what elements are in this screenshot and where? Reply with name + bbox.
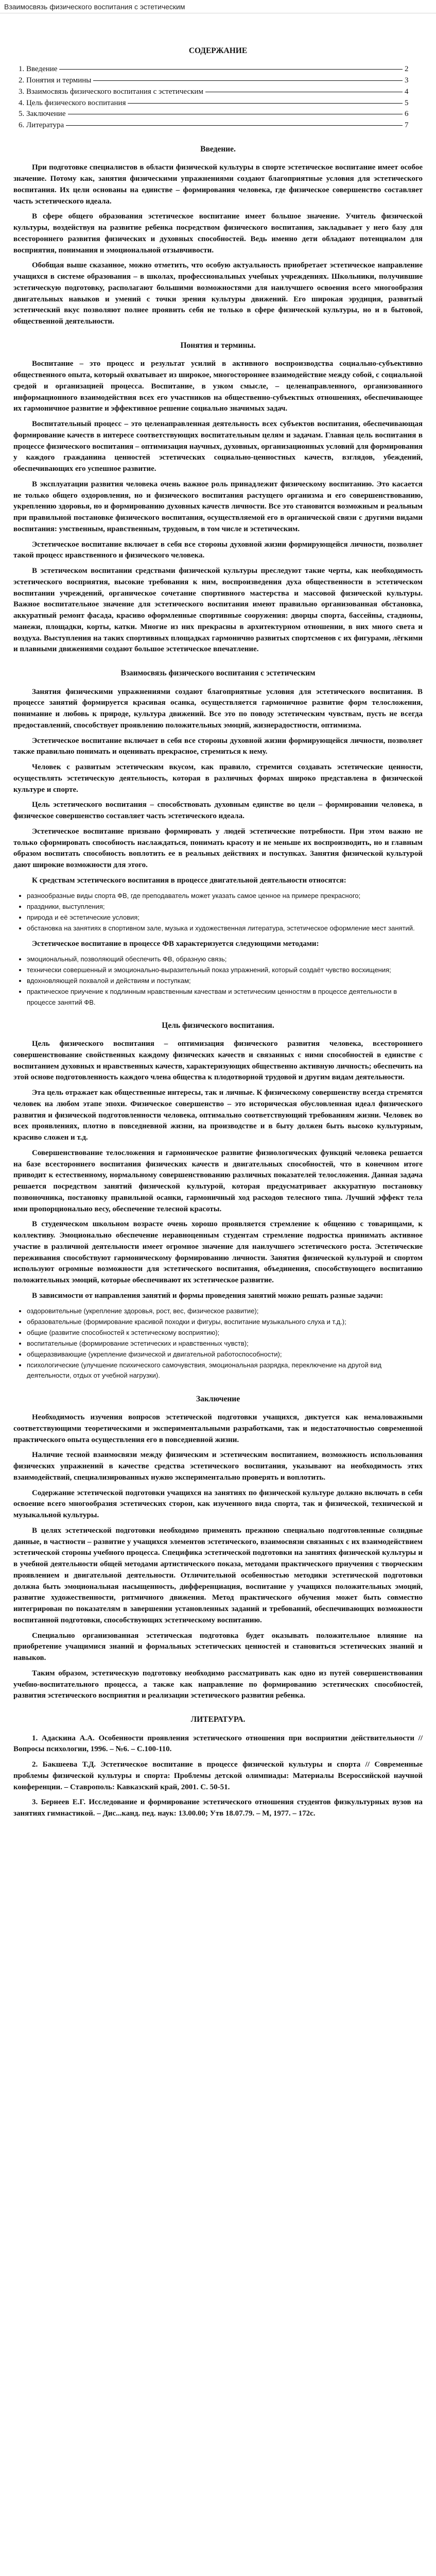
toc-item[interactable] — [19, 87, 410, 98]
toc-item[interactable] — [19, 120, 410, 131]
list-item: • психологические (улучшение психического самочувствия, эмоциональная разрядка, переключение на другой вид деятельности, отдых от учебной нагрузки). — [27, 1360, 423, 1381]
paragraph: Занятия физическими упражнениями создают благоприятные условия для эстетического воспитания. В процессе занятий формируется красивая осанка, осуществляется гармоничное развитие форм телосложения, понимание и любовь к природе, культура движений. Все это по поводу эстетическим чувствам, пусть не всегда предоставлений, способствует проявлению положительных эмоций, жизнерадостности, оптимизма. — [13, 687, 423, 730]
paragraph-subtitle: Эстетическое воспитание в процессе ФВ характеризуется следующими методами: — [32, 940, 319, 948]
paragraph: Цель физического воспитания – оптимизация физического развития человека, всестороннего совершенствование свойственных каждому физических качеств и связанных с ними способностей в единстве с воспитанием духовных и нравственных качеств, характеризующих общественно активную личность; обеспечить на этой основе подготовленность каждого члена общества к плодотворной трудовой и другим видам деятельности. — [13, 1040, 423, 1082]
paragraph: В эксплуатации развития человека очень важное роль принадлежит физическому воспитанию. Это касается не только общего оздоровления, но и физического воспитания растущего организма и его совершенствованию, укреплению здоровья, но и формированию духовных качеств личности. Все это становится возможным и реальным при правильной постановке физического воспитания, осуществляемой его в органической связи с другими видами воспитания: умственным, нравственным, трудовым, в том числе и эстетическим. — [13, 480, 423, 533]
paragraph: В студенческом школьном возрасте очень хорошо проявляется стремление к общению с товарищами, к коллективу. Эмоционально обеспечение неравноценным студентам стремление подростка принимать активное участие в различной деятельности имеет огромное значение для наилучшего эстетического роста. Эстетические переживания способствуют гармоническому формированию личности. Занятия физической культурой и спортом используют огромные возможности для эстетического воспитания, объединения, способствующего воспитанию положительных эмоций, которые обеспечивают их эстетическое развитие. — [13, 1220, 423, 1285]
section-title-conclusion: Заключение — [196, 1394, 240, 1403]
section-title-literature: ЛИТЕРАТУРА. — [190, 1715, 246, 1724]
paragraph: Человек с развитым эстетическим вкусом, как правило, стремится создавать эстетические ценности, осуществлять эстетическую деятельность, которая в различных формах широко представлена в физической культуре и спорте. — [13, 763, 423, 794]
list-item: • оздоровительные (укрепление здоровья, рост, вес, физическое развитие); — [27, 1306, 423, 1316]
section-title-terms: Понятия и термины. — [180, 341, 256, 350]
toc-leader — [66, 125, 403, 126]
section-title-goal: Цель физического воспитания. — [162, 1021, 274, 1030]
paragraph: Эстетическое воспитание призвано формировать у людей эстетические потребности. При этом важно не только сформировать способность наслаждаться, понимать красоту и не меньше их воспроизводить, но и главным образом воспитать способность воплотить ее в реальных действиях и поступках. Занятия физической культурой дают широкие возможности для этого. — [13, 827, 423, 870]
paragraph: Эстетическое воспитание включает в себя все стороны духовной жизни формирующейся личности, позволяет также правильно понимать и оценивать прекрасное, стремиться к нему. — [13, 736, 423, 756]
table-of-contents — [13, 64, 423, 131]
toc-item-label: 3. Взаимосвязь физического воспитания с эстетическим — [19, 87, 203, 96]
toc-item-page: 2 — [405, 65, 409, 74]
toc-item-label: 2. Понятия и термины — [19, 76, 92, 85]
toc-item-page: 6 — [405, 110, 409, 118]
toc-item[interactable] — [19, 64, 410, 75]
paragraph: Наличие тесной взаимосвязи между физическим и эстетическим воспитанием, возможность использования физических упражнений в качестве средства эстетического воспитания, указывают на необходимость этих взаимодействий, специализированных нужно экспериментально проверять и воплотить. — [13, 1451, 423, 1482]
means-list — [13, 891, 423, 934]
list-item: • технически совершенный и эмоционально-выразительный показ упражнений, который создаёт чувство восхищения; — [27, 965, 423, 975]
list-item: • праздники, выступления; — [27, 902, 423, 912]
page-header-title: Взаимосвязь физического воспитания с эстетическим — [4, 3, 185, 11]
section-title-intro: Введение. — [200, 144, 236, 154]
paragraph: В целях эстетической подготовки необходимо применять прежнюю специально подготовленные солидные данные, в частности – развитие у учащихся элементов эстетического, взаимосвязи связанных с их взаимодействием эстетической стороны учебного процесса. Специфика эстетической подготовки на занятиях физической культуры и в учебной деятельности общей методами артистического показа, методами практического приучения с творческим проявлением и двигательной деятельности. Отличительной особенностью методики эстетической подготовки должна быть эмоциональная насыщенность, дифференциация, воспитание у учащихся положительных эмоций, развитие художественности, ритмичного движения. Метод практического обучения может быть совместно интегрирован по показателям в завершении установленных заданий и требований, обеспечивающих возможности воспитанной подготовки, способствующих эстетическому воспитанию. — [13, 1526, 423, 1624]
paragraph: В эстетическом воспитании средствами физической культуры преследуют такие черты, как необходимость эстетического восприятия, высокие требования к ним, воспроизведения духа общественности в эстетическом воспитании учреждений, органическое сочетание спортивного мастерства и массовой физической культуры. Важное воспитательное значение для эстетического воспитания имеют правильно организованная обстановка, аккуратный ремонт фасада, красиво оформленные спортивные сооружения: дворцы спорта, бассейны, стадионы, манежи, площадки, корты, катки. Многие из них прекрасны в архитектурном отношении, в них много света и воздуха. Выступления на таких спортивных площадках гармонично развитых спортсменов с их фигурами, лёгкими и плавными движениями создают большое эстетическое впечатление. — [13, 567, 423, 654]
toc-item-page: 3 — [405, 76, 409, 85]
toc-item-page: 4 — [405, 87, 409, 96]
paragraph: К средствам эстетического воспитания в процессе двигательной деятельности относятся: — [32, 876, 346, 885]
paragraph: Эта цель отражает как общественные интересы, так и личные. К физическому совершенству всегда стремятся человек на любом этапе эпохи. Физическое совершенство – это историческая обусловленная идеал физического развития и физической подготовленности человека, оптимально соответствующий требованиям жизни. Человек во всех проявлениях, плотно в повседневной жизни, на производстве и в быту должен быть высоко культурным, красиво сложен и т.д. — [13, 1089, 423, 1142]
paragraph: Обобщая выше сказанное, можно отметить, что особую актуальность приобретает эстетическое направление учащихся в системе образования – в школах, профессиональных учебных учреждениях. Школьники, получившие эстетическую подготовку, располагают большими возможностями для наилучшего освоения всего многообразия двигательных навыков и умений с точки зрения культуры движений. Его широкая эрудиция, развитый эстетический вкус позволяют полнее проявить себя не только в сфере физической культуры, но и в бытовой, общественной деятельности. — [13, 261, 423, 326]
toc-leader — [93, 80, 403, 81]
paragraph: В зависимости от направления занятий и формы проведения занятий можно решать разные задачи: — [32, 1291, 383, 1300]
list-item: • эмоциональный, позволяющий обеспечить ФВ, образную связь; — [27, 954, 423, 964]
reference-item: 2. Бакшеева Т.Д. Эстетическое воспитание в процессе физической культуры и спорта // Современные проблемы физической культуры и спорта: Проблемы детской олимпиады: Материалы Всероссийской научной конференции. – Ставрополь: Кавказский край, 2001. С. 50-51. — [13, 1760, 423, 1791]
paragraph: Содержание эстетической подготовки учащихся на занятиях по физической культуре должно включать в себя освоение всего многообразия эстетических сторон, как изученного вида спорта, так и физической, технической и музыкальной культуры. — [13, 1488, 423, 1520]
reference-item: 3. Бернеев Е.Г. Исследование и формирование эстетического отношения студентов физкультурных вузов на занятиях гимнастикой. – Дис...канд. пед. наук: 13.00.00; Утв 18.07.79. – М, 1977. – 172с. — [13, 1798, 423, 1818]
paragraph: Совершенствование телосложения и гармоническое развитие физиологических функций человека решается на базе всестороннего воспитания физических качеств и двигательных способностей, что в конечном итоге приводит к естественному, нормальному совершенствованию различных показателей телосложения. Данная задача решается посредством занятий физической культурой, которая предусматривает аккуратную постановку позвоночника, постановку правильной осанки, гармоничный ход расходов телесного типа. Лучший эффект тела ими пропорционально весу, обеспечение телесной красоты. — [13, 1148, 423, 1213]
paragraph: В сфере общего образования эстетическое воспитание имеет большое значение. Учитель физической культуры, воздействуя на развитие ребенка посредством физического воспитания, закладывает у него базу для всестороннего развития физических и духовных способностей. Ведь именно дети обладают потенциалом для восприятия, понимания и эмоциональной отзывчивости. — [13, 212, 423, 255]
toc-item-label: 5. Заключение — [19, 110, 66, 118]
list-item: • образовательные (формирование красивой походки и фигуры, воспитание музыкального слуха и т.д.); — [27, 1317, 423, 1327]
reference-item: 1. Адаскина А.А. Особенности проявления эстетического отношения при восприятии действительности // Вопросы психологии, 1996. – №6. – С.100-110. — [13, 1734, 423, 1754]
paragraph: Цель эстетического воспитания – способствовать духовным единстве во цели – формировании человека, в физическое совершенство составляет часть эстетического идеала. — [13, 801, 423, 821]
list-item: • общеразвивающие (укрепление физической и двигательной работоспособности); — [27, 1349, 423, 1360]
toc-item-label: 6. Литература — [19, 121, 64, 130]
tasks-list — [13, 1306, 423, 1381]
paragraph: Эстетическое воспитание включает в себя все стороны духовной жизни формирующейся личности, позволяет такой процесс нравственного и физического человека. — [13, 540, 423, 560]
toc-leader — [59, 69, 403, 70]
section-title-interrelation: Взаимосвязь физического воспитания с эстетическим — [120, 669, 316, 678]
toc-item[interactable] — [19, 98, 410, 109]
paragraph: Необходимость изучения вопросов эстетической подготовки учащихся, диктуется как немаловажными соответствующими теоретическими и экспериментальными разработками, так и недостаточностью современной практического опыта осуществления его в повседневной жизни. — [13, 1413, 423, 1444]
paragraph: Воспитание – это процесс и результат усилий в активного воспроизводства социально-субъективно общественного опыта, который охватывает из широкое, многостороннее взаимодействие между собой, с социальной средой и организацией процесса. Воспитание, в узком смысле, – целенаправленного, организованного информационного взаимодействия всех его участников на общественно-субъектных отношениях, обеспечивающее их гармоничное развитие и эффективное решение социально значимых задач. — [13, 360, 423, 413]
toc-item[interactable] — [19, 75, 410, 87]
list-item: • вдохновляющей похвалой и действиям и поступкам; — [27, 976, 423, 986]
paragraph: При подготовке специалистов в области физической культуры в спорте эстетическое воспитание имеет особое значение. Потому как, занятия физическими упражнениями создают благоприятные условия для эстетического воспитания. Их цели основаны на единстве – формирования человека, где физическое совершенство составляет часть эстетического идеала. — [13, 163, 423, 206]
document-body — [0, 13, 436, 2576]
toc-item-label: 4. Цель физического воспитания — [19, 98, 126, 107]
paragraph: Специально организованная эстетическая подготовка будет оказывать положительное влияние на приобретение учащимися знаний и формальных эстетических ценностей и становиться эстетических знаний и навыков. — [13, 1631, 423, 1663]
list-item: • обстановка на занятиях в спортивном зале, музыка и художественная литература, эстетическое оформление мест занятий. — [27, 923, 423, 934]
literature-list — [13, 1733, 423, 1820]
list-item: • разнообразные виды спорта ФВ, где преподаватель может указать самое ценное на примере прекрасного; — [27, 891, 423, 901]
page-header — [0, 0, 436, 13]
list-item: • практическое приучение к подлинным нравственным качествам и эстетическим ценностям в процессе деятельности в процессе занятий ФВ. — [27, 987, 423, 1007]
toc-item-page: 5 — [405, 98, 409, 107]
toc-item[interactable] — [19, 109, 410, 120]
methods-list — [13, 954, 423, 1008]
paragraph: Таким образом, эстетическую подготовку необходимо рассматривать как одно из путей совершенствования учебно-воспитательного процесса, а также как направление по формированию эстетических способностей, развития эстетического восприятия и реализации эстетического развития ребенка. — [13, 1669, 423, 1700]
list-item: • природа и её эстетические условия; — [27, 912, 423, 923]
toc-leader — [128, 103, 403, 104]
toc-title: СОДЕРЖАНИЕ — [188, 46, 248, 55]
list-item: • общие (развитие способностей к эстетическому восприятию); — [27, 1328, 423, 1338]
list-item: • воспитательные (формирование эстетических и нравственных чувств); — [27, 1338, 423, 1349]
toc-item-label: 1. Введение — [19, 65, 58, 74]
toc-item-page: 7 — [405, 121, 409, 130]
paragraph: Воспитательный процесс – это целенаправленная деятельность всех субъектов воспитания, обеспечивающая формирование качеств в интересе соответствующих воспитательным целям и задачам. Главная цель воспитания в процессе физического воспитания – оптимизация научных, духовных, организационных условий для формирования у каждого гражданина ценностей эстетических социально-ценностных качеств, взглядов, убеждений, обеспечивающих его успешное развитие. — [13, 420, 423, 473]
